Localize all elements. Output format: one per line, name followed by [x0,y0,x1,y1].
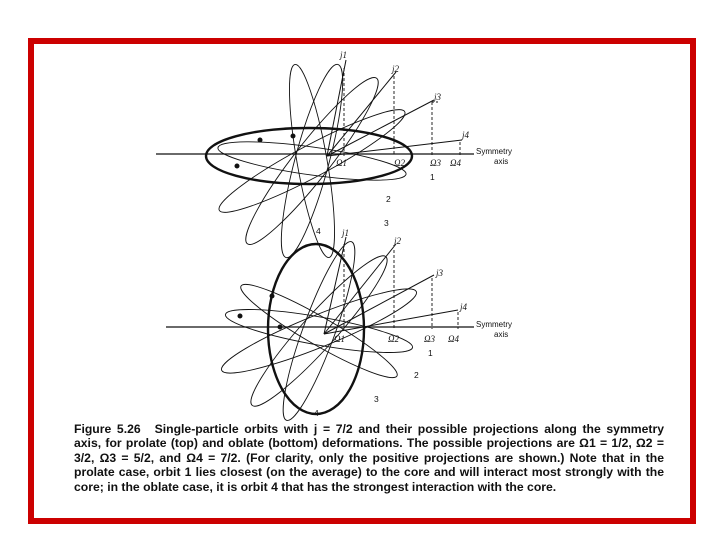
figure-caption [74,422,664,494]
j1-vector-top [327,60,346,156]
label-j1-bottom: j1 [342,228,350,238]
orbit-num-4-top: 4 [316,226,321,236]
label-j2-bottom: j2 [394,236,402,246]
orbit-2-bottom [216,277,423,385]
orbit-1-bottom [223,301,415,362]
label-j3-top: j3 [434,92,442,102]
label-j4-top: j4 [462,130,470,140]
orbit-num-4-bottom: 4 [314,408,319,418]
label-omega3-top: Ω3 [430,158,442,168]
label-omega4-top: Ω4 [450,158,462,168]
label-j1-top: j1 [340,50,348,60]
orbit-num-3-top: 3 [384,218,389,228]
label-j4-bottom: j4 [460,302,468,312]
figure-number: Figure 5.26 [74,422,141,436]
label-omega4-bottom: Ω4 [448,334,460,344]
label-omega1-top: Ω1 [336,158,348,168]
label-omega2-top: Ω2 [394,158,406,168]
orbit-num-2-top: 2 [386,194,391,204]
label-omega1-bottom: Ω1 [334,334,346,344]
prolate-panel [156,60,474,262]
orbit-5-bottom [234,274,404,388]
oblate-panel [166,236,474,425]
figure-caption-text: Single-particle orbits with j = 7/2 and their possible projections along the symmetry axis, for prolate (top) and oblate (bottom) deformations. The possible projections are Ω1 = 1/2, Ω2 = 3/2, Ω3 = 5/2, and Ω4 = 7/2. (For clarity, only the positive projections are shown.) Note that in the prolate case, orbit 1 lies closest (on the average) to the core and will interact most strongly with the core; in the oblate case, it is orbit 4 that has the strongest interaction with the core. [74,422,664,494]
prolate-labels [316,50,512,236]
orbit-num-3-bottom: 3 [374,394,379,404]
axis-label-top-2: axis [494,157,509,166]
axis-label-bottom-2: axis [494,330,509,339]
label-j2-top: j2 [392,64,400,74]
orbit-num-2-bottom: 2 [414,370,419,380]
label-j3-bottom: j3 [436,268,444,278]
j2-vector-top [327,72,396,156]
label-omega2-bottom: Ω2 [388,334,400,344]
axis-label-top-1: Symmetry [476,147,512,156]
orbit-1-top [216,134,408,188]
label-omega3-bottom: Ω3 [424,334,436,344]
orbit-num-1-bottom: 1 [428,348,433,358]
orbit-num-1-top: 1 [430,172,435,182]
slide-frame [28,38,696,524]
j3-vector-bottom [324,275,434,334]
axis-label-bottom-1: Symmetry [476,320,512,329]
